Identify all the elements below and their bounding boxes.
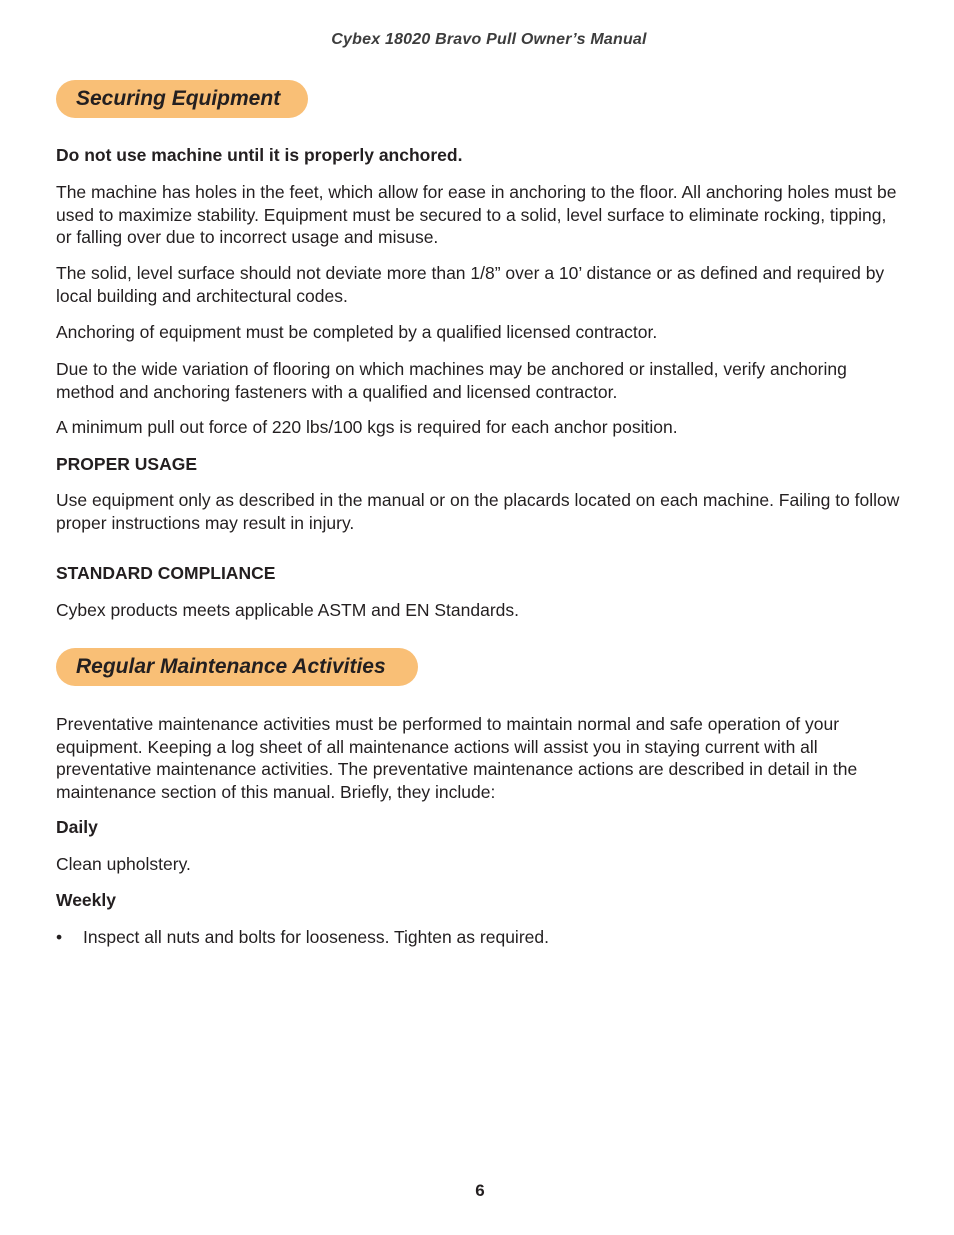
daily-text: Clean upholstery. (56, 854, 191, 874)
running-header: Cybex 18020 Bravo Pull Owner’s Manual (331, 31, 647, 48)
paragraph-pull-out-force: A minimum pull out force of 220 lbs/100 kgs is required for each anchor position. (56, 417, 678, 437)
paragraph-anchoring-holes: The machine has holes in the feet, which allow for ease in anchoring to the floor. All anchoring holes must be used to maximize stability. Equipment must be secured to a solid, level surface to eliminate rocking, tipping, or falling over due to incorrect usage and misuse. (56, 182, 897, 248)
standard-compliance-heading: STANDARD COMPLIANCE (56, 563, 276, 583)
weekly-heading: Weekly (56, 890, 116, 910)
section-heading-securing-equipment: Securing Equipment (56, 80, 308, 118)
standard-compliance-text: Cybex products meets applicable ASTM and EN Standards. (56, 600, 520, 620)
paragraph-flooring-variation: Due to the wide variation of flooring on which machines may be anchored or installed, verify anchoring method and anchoring fasteners with a qualified and licensed contractor. (56, 359, 847, 402)
proper-usage-heading: PROPER USAGE (56, 454, 197, 474)
weekly-item-text: Inspect all nuts and bolts for looseness. Tighten as required. (83, 927, 549, 947)
bullet-icon: • (56, 927, 63, 947)
section-heading-regular-maintenance: Regular Maintenance Activities (56, 648, 418, 686)
anchoring-warning: Do not use machine until it is properly anchored. (56, 145, 463, 165)
paragraph-level-surface: The solid, level surface should not deviate more than 1/8” over a 10’ distance or as defined and required by local building and architectural codes. (56, 263, 885, 306)
paragraph-licensed-contractor: Anchoring of equipment must be completed by a qualified licensed contractor. (56, 322, 658, 342)
daily-heading: Daily (56, 817, 98, 837)
page-number: 6 (475, 1181, 485, 1200)
proper-usage-text: Use equipment only as described in the manual or on the placards located on each machine. Failing to follow proper instructions may result in injury. (56, 490, 900, 533)
maintenance-intro: Preventative maintenance activities must be performed to maintain normal and safe operation of your equipment. Keeping a log sheet of all maintenance actions will assist you in staying current with all preventative maintenance activities. The preventative maintenance actions are described in detail in the maintenance section of this manual. Briefly, they include: (56, 714, 858, 802)
